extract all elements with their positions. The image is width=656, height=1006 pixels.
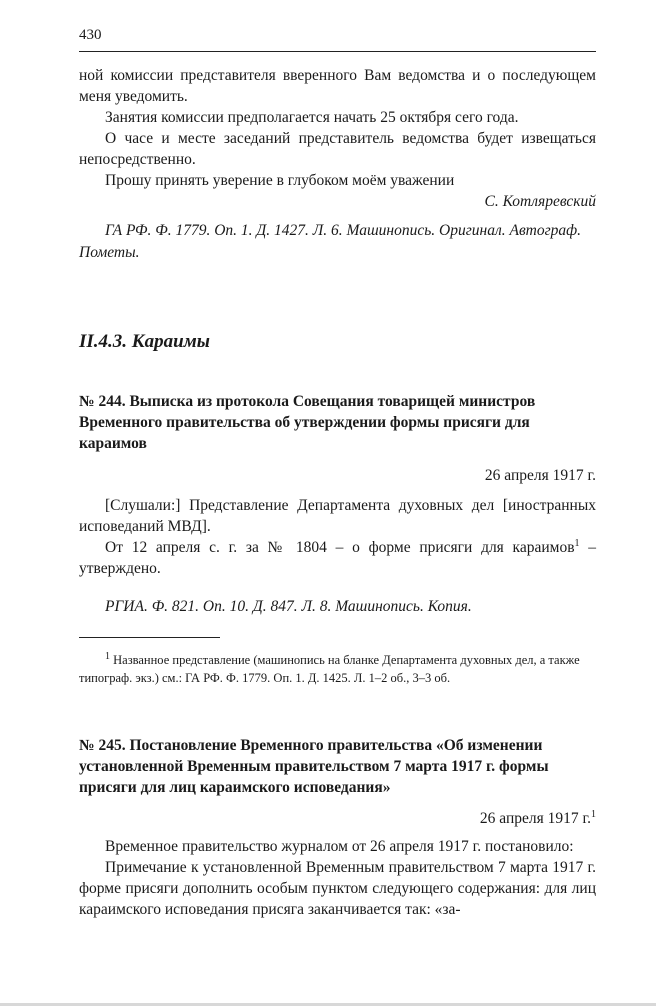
date-text: 26 апреля 1917 г. — [479, 810, 591, 827]
document-paragraph: [Слушали:] Представление Департамента духовных дел [иностранных исповеданий МВД]. — [79, 497, 596, 535]
archival-source: ГА РФ. Ф. 1779. Оп. 1. Д. 1427. Л. 6. Машинопись. Оригинал. Автограф. Пометы. — [79, 222, 582, 261]
footnote-ref: 1 — [591, 808, 596, 820]
document-paragraph: Примечание к установленной Временным правительством 7 марта 1917 г. форме присяги дополнить особым пунктом следующего содержания: для лиц караимского исповедания присяга заканчивается так: «за- — [79, 859, 596, 918]
archival-source-block — [79, 220, 596, 264]
continuation-paragraph: О часе и месте заседаний представитель ведомства будет извещаться непосредственно. — [79, 130, 596, 168]
paragraph-text: От 12 апреля с. г. за № 1804 – о форме присяги для караимов — [105, 539, 575, 556]
archival-source: РГИА. Ф. 821. Оп. 10. Д. 847. Л. 8. Машинопись. Копия. — [105, 598, 472, 615]
document-title: № 244. Выписка из протокола Совещания товарищей министров Временного правительства об утверждении формы присяги для караимов — [79, 393, 536, 452]
document-paragraph: Временное правительство журналом от 26 апреля 1917 г. постановило: — [105, 838, 574, 855]
footnote-rule — [79, 637, 220, 638]
document-paragraph — [79, 537, 596, 579]
continuation-paragraph: Прошу принять уверение в глубоком моём уважении — [105, 172, 455, 189]
header-rule — [79, 51, 596, 52]
document-date: 26 апреля 1917 г. — [484, 467, 596, 484]
footnote-marker: 1 — [105, 650, 110, 662]
document-244 — [79, 391, 596, 454]
page-number: 430 — [79, 27, 102, 43]
document-245-date — [79, 808, 596, 829]
document-244-date — [79, 465, 596, 486]
footnote-ref: 1 — [574, 537, 580, 549]
document-244-body — [79, 495, 596, 579]
paragraph-text: – утверждено. — [79, 539, 597, 577]
signature: С. Котляревский — [484, 193, 596, 210]
footnote — [79, 651, 596, 687]
document-244-source-block — [79, 596, 596, 618]
document-245 — [79, 735, 596, 798]
document-date — [79, 808, 596, 829]
continuation-paragraph: Занятия комиссии предполагается начать 25 октября сего года. — [105, 109, 519, 126]
continuation-block — [79, 65, 596, 212]
footnote-block — [79, 651, 596, 687]
section-heading: II.4.3. Караимы — [79, 331, 210, 352]
footnote-text: Названное представление (машинопись на бланке Департамента духовных дел, а также типограф. экз.) см.: ГА РФ. Ф. 1779. Оп. 1. Д. 1425. Л. 1–2 об., 3–3 об. — [79, 653, 580, 685]
document-245-body — [79, 836, 596, 920]
continuation-paragraph: ной комиссии представителя вверенного Вам ведомства и о последующем меня уведомить. — [79, 67, 596, 105]
document-title: № 245. Постановление Временного правительства «Об изменении установленной Временным правительством 7 марта 1917 г. формы присяги для лиц караимского исповедания» — [79, 737, 549, 796]
